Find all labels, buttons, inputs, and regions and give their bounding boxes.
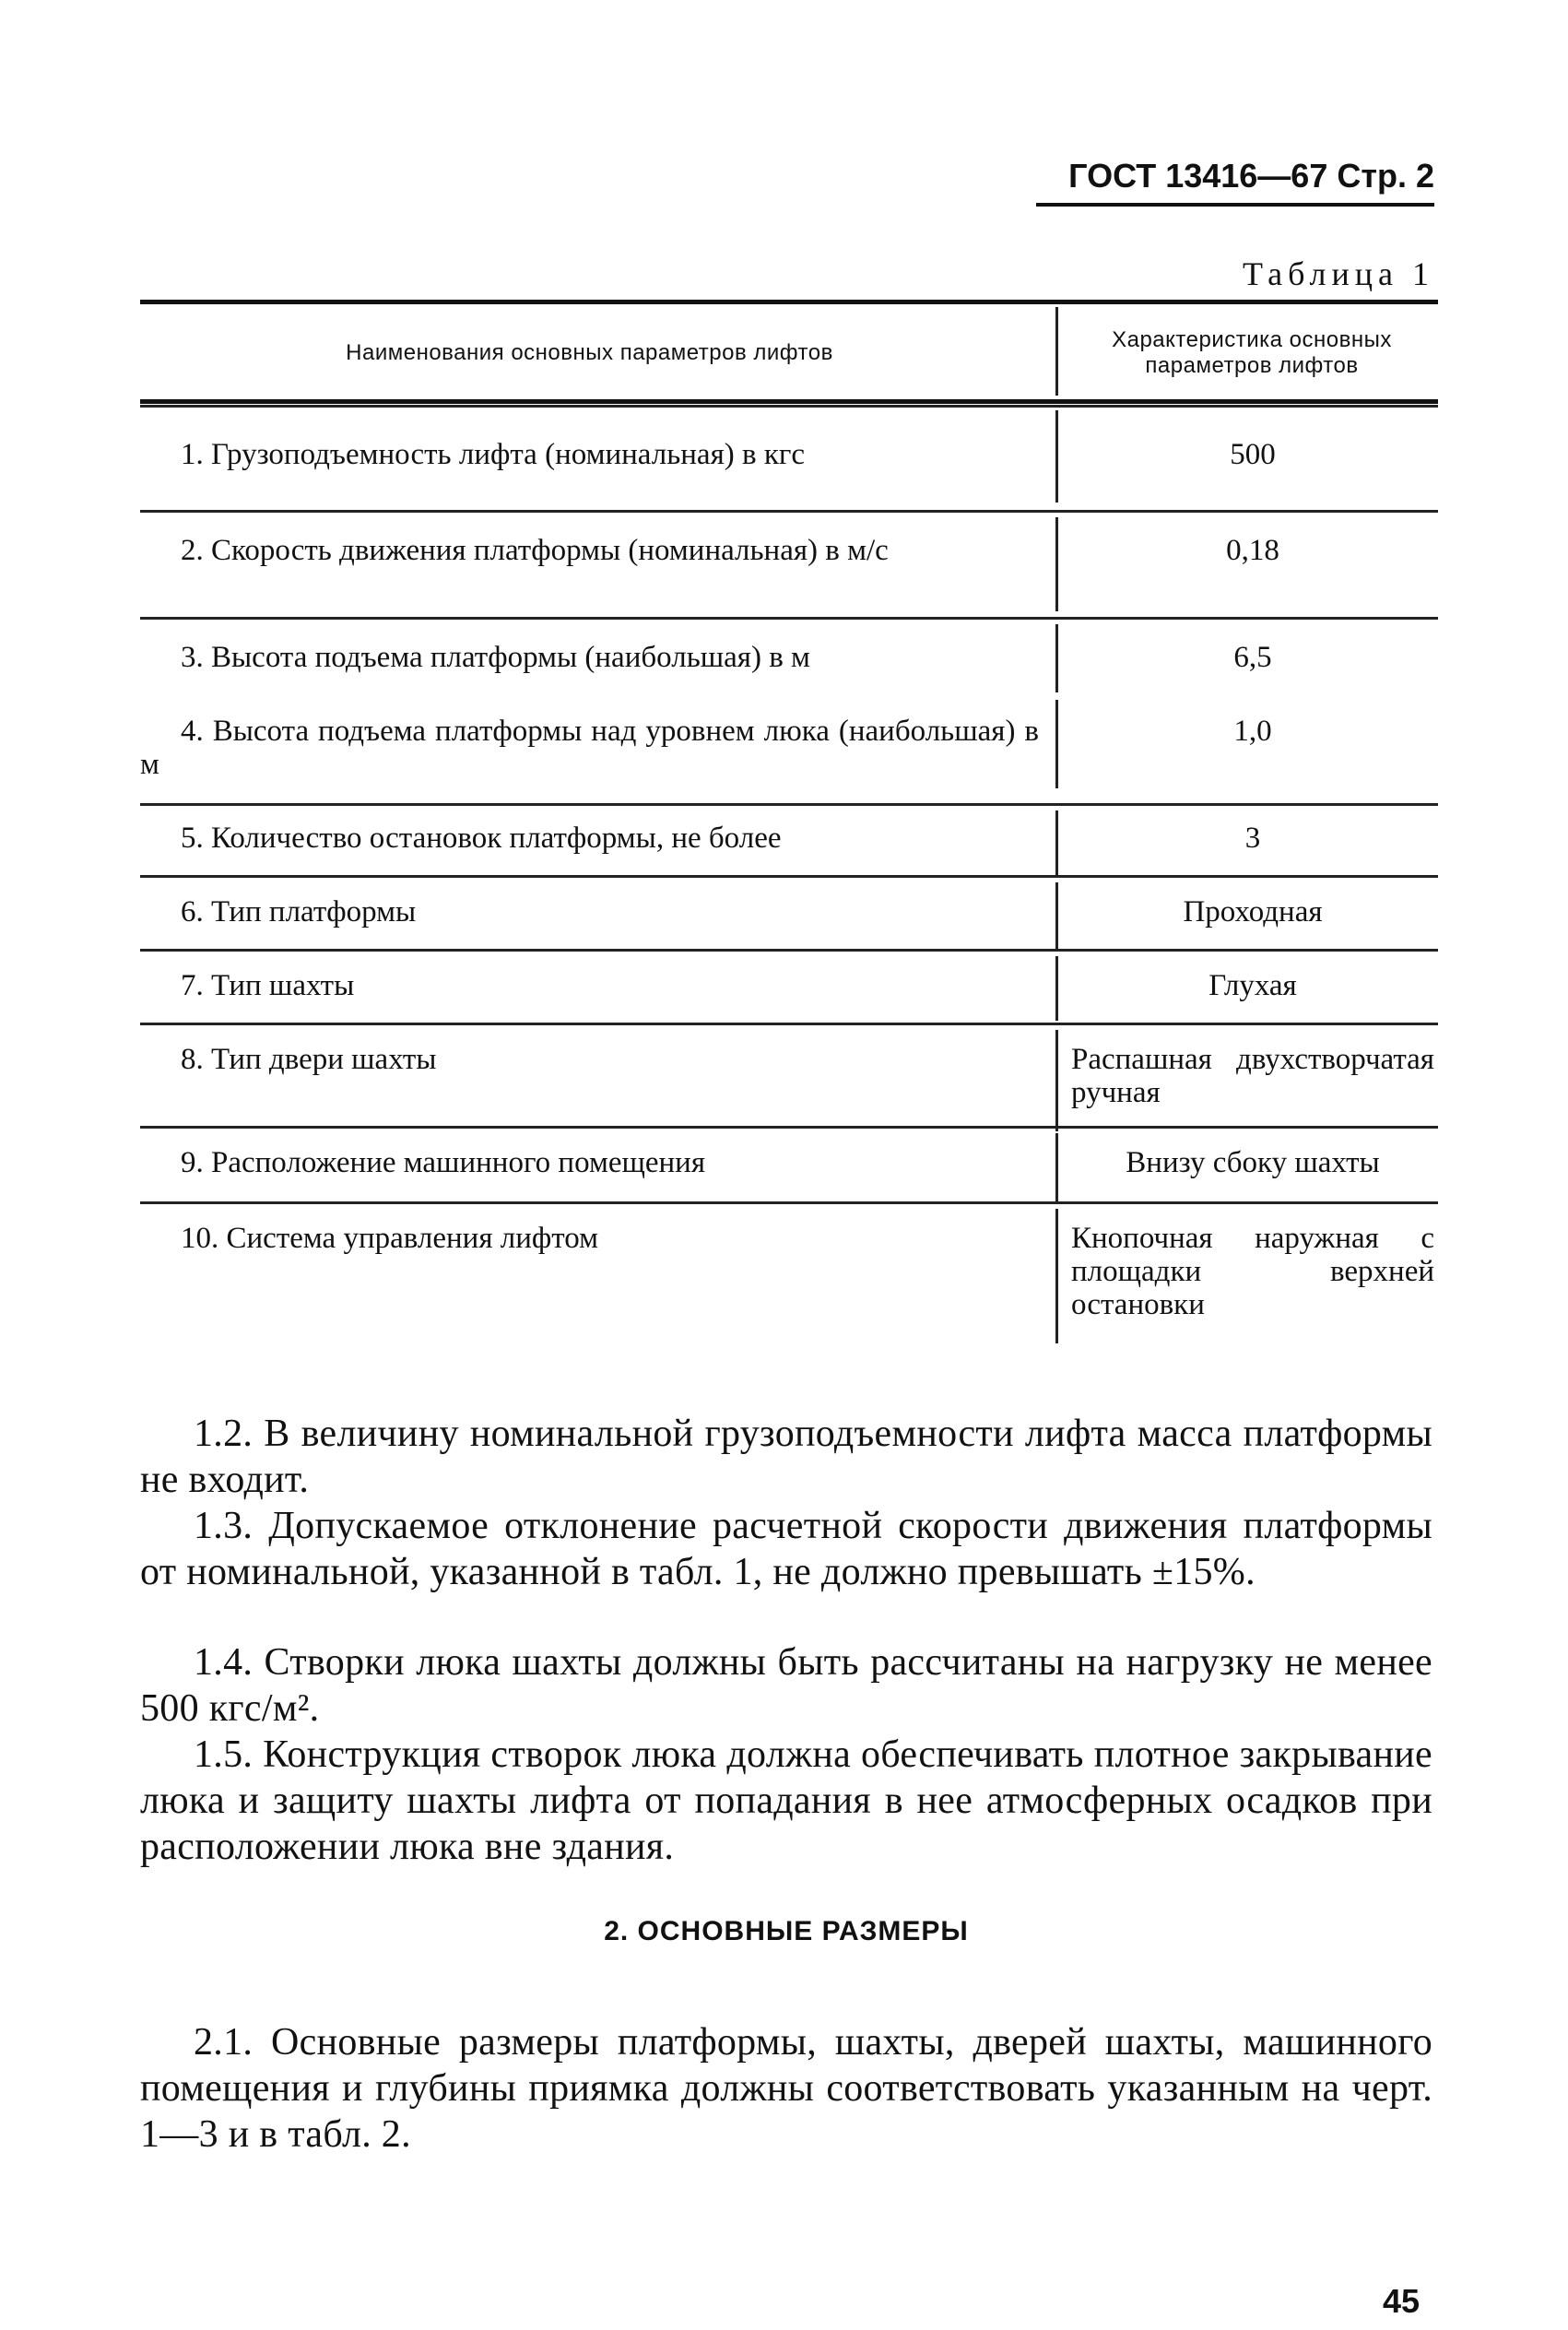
table-column-divider <box>1055 517 1058 611</box>
row-rule <box>140 1023 1438 1025</box>
table-column-divider <box>1055 956 1058 1021</box>
paragraph-1-5: 1.5. Конструкция створок люка должна обеспечивать плотное закрывание люка и защиту шахты лифта от попадания в нее атмосферных осадков при расположении люка вне здания. <box>140 1733 1432 1868</box>
table-row-8-name: 8. Тип двери шахты <box>181 1043 437 1076</box>
table-row-9-value: Внизу сбоку шахты <box>1126 1146 1380 1179</box>
table-top-rule <box>140 300 1438 304</box>
table-column-divider <box>1055 700 1058 788</box>
row-rule <box>140 510 1438 513</box>
table-row-3-name: 3. Высота подъема платформы (наибольшая) в м <box>181 641 810 674</box>
table-row-4-value: 1,0 <box>1233 715 1272 748</box>
table-row-5-value: 3 <box>1244 822 1261 855</box>
table-row-4-name: 4. Высота подъема платформы над уровнем люка (наибольшая) в м <box>140 715 1039 781</box>
table-column-divider <box>1055 810 1058 877</box>
table-row-7-name: 7. Тип шахты <box>181 969 355 1002</box>
row-rule <box>140 803 1438 806</box>
table-column-divider <box>1055 1030 1058 1131</box>
table-column-divider <box>1055 624 1058 692</box>
table-row-5-name: 5. Количество остановок платформы, не более <box>181 822 782 855</box>
table-row-2-value: 0,18 <box>1226 534 1279 567</box>
row-rule <box>140 617 1438 620</box>
table-row-6-value: Проходная <box>1183 895 1323 928</box>
table-column-divider <box>1055 307 1058 396</box>
table-column-divider <box>1055 410 1058 503</box>
table-row-3-value: 6,5 <box>1233 641 1272 674</box>
column-header-name: Наименования основных параметров лифтов <box>346 340 833 365</box>
row-rule <box>140 949 1438 952</box>
header-rule <box>1036 203 1434 207</box>
header-bottom-rule-2 <box>140 405 1438 408</box>
column-header-value: Характеристика основных параметров лифтов <box>1112 327 1392 378</box>
table-column-divider <box>1055 1209 1058 1343</box>
row-rule <box>140 1201 1438 1204</box>
paragraph-1-4: 1.4. Створки люка шахты должны быть рассчитаны на нагрузку не менее 500 кгс/м². <box>140 1641 1432 1730</box>
document-header: ГОСТ 13416—67 Стр. 2 <box>1068 157 1434 195</box>
table-row-7-value: Глухая <box>1208 969 1297 1002</box>
table-column-divider <box>1055 1133 1058 1201</box>
page-number: 45 <box>1382 2282 1420 2320</box>
table-row-2-name: 2. Скорость движения платформы (номинальная) в м/с <box>181 534 889 567</box>
table-column-divider <box>1055 882 1058 949</box>
table-row-9-name: 9. Расположение машинного помещения <box>181 1146 706 1179</box>
paragraph-2-1: 2.1. Основные размеры платформы, шахты, дверей шахты, машинного помещения и глубины приямка должны соответствовать указанным на черт. 1—3 и в табл. 2. <box>140 2021 1432 2156</box>
row-rule <box>140 1126 1438 1129</box>
paragraph-1-2: 1.2. В величину номинальной грузоподъемности лифта масса платформы не входит. <box>140 1413 1432 1501</box>
row-rule <box>140 875 1438 878</box>
table-row-8-value: Распашная двухстворчатая ручная <box>1071 1043 1434 1109</box>
section-2-title: 2. ОСНОВНЫЕ РАЗМЕРЫ <box>604 1916 969 1946</box>
table-row-6-name: 6. Тип платформы <box>181 895 417 928</box>
table-row-10-value: Кнопочная наружная с площадки верхней остановки <box>1071 1222 1434 1321</box>
paragraph-1-3: 1.3. Допускаемое отклонение расчетной скорости движения платформы от номинальной, указанной в табл. 1, не должно превышать ±15%. <box>140 1505 1432 1593</box>
table-row-1-name: 1. Грузоподъемность лифта (номинальная) в кгс <box>181 438 806 471</box>
table-row-10-name: 10. Система управления лифтом <box>181 1222 599 1255</box>
header-bottom-rule <box>140 399 1438 404</box>
table-caption: Таблица 1 <box>1243 255 1434 292</box>
table-row-1-value: 500 <box>1230 438 1276 471</box>
